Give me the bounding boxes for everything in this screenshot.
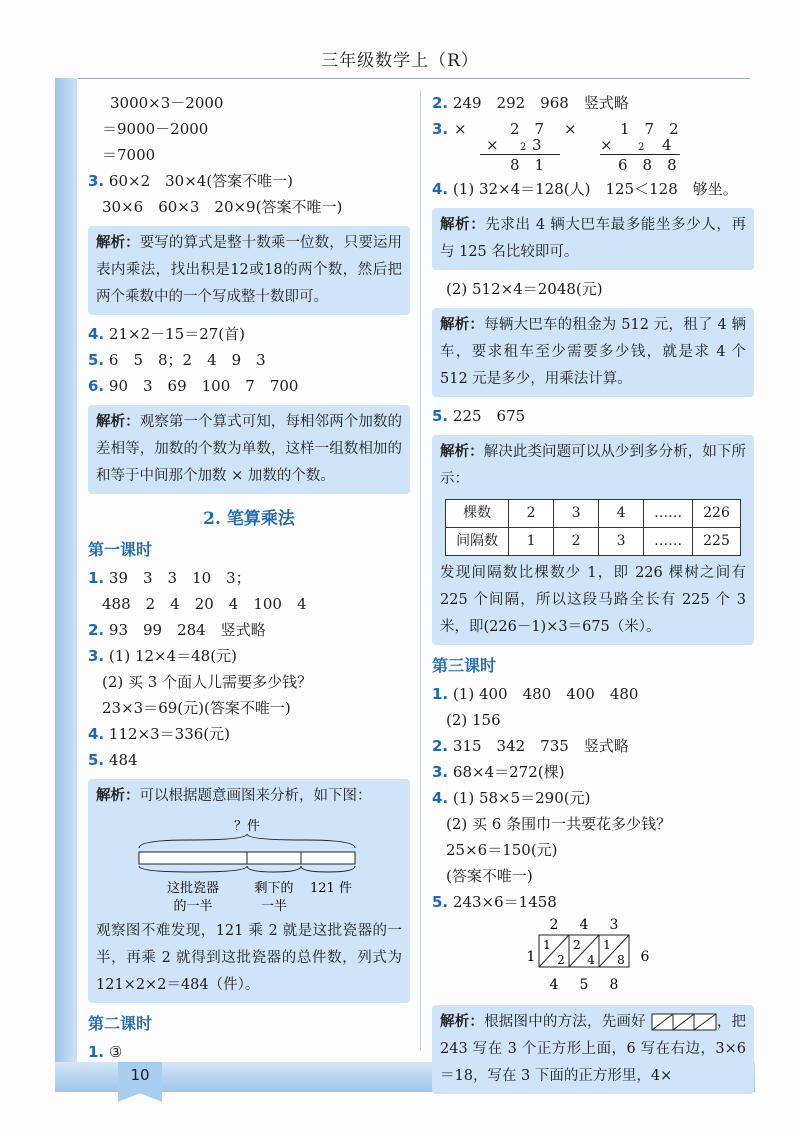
analysis-box (88, 226, 410, 315)
lattice-bottom-digit: 5 (579, 977, 589, 993)
table-cell: …… (644, 500, 693, 528)
question-4 (432, 785, 754, 811)
table-cell: 2 (554, 528, 599, 556)
table-cell: 间隔数 (446, 528, 509, 556)
diagram-brace-b (247, 866, 301, 872)
vertical-bottom: 4 (662, 136, 672, 154)
lattice-top-digit: 4 (579, 917, 589, 933)
question-number: 1. (88, 1043, 105, 1061)
answer-text: 243×6＝1458 (452, 893, 557, 911)
answer-line: 30×6 60×3 20×9(答案不唯一) (102, 198, 343, 216)
question-1 (88, 1039, 410, 1065)
analysis-text: 根据图中的方法，先画好 (484, 1014, 646, 1030)
answer-text: 6 5 8；2 4 9 3 (108, 351, 266, 369)
diagram-total-label: ？件 (233, 819, 261, 834)
answer-text: 68×4＝272(棵) (452, 763, 565, 781)
question-number: 3. (88, 647, 105, 665)
vertical-mult: × (486, 136, 499, 154)
answer-text: 93 99 284 竖式略 (108, 621, 266, 639)
diagram-top-brace (139, 834, 355, 848)
analysis-box (432, 208, 754, 270)
column-divider (420, 90, 421, 1050)
question-3 (88, 643, 410, 669)
lattice-cell-digit: 2 (557, 953, 565, 967)
section-title: 2. 笔算乘法 (203, 509, 295, 529)
page-header: 三年级数学上（R） (321, 51, 479, 71)
vertical-top: 2 7 (510, 120, 545, 138)
question-3 (432, 116, 754, 176)
question-number: 5. (88, 751, 105, 769)
answer-text: 484 (108, 751, 138, 769)
lattice-cell-digit: 8 (617, 953, 625, 967)
wrong-mark: × (564, 120, 577, 138)
table-cell: 3 (554, 500, 599, 528)
diagram-brace-a (139, 866, 247, 872)
lesson-title: 第二课时 (88, 1014, 153, 1033)
vertical-top: 1 7 2 (620, 120, 679, 138)
analysis-text: 每辆大巴车的租金为 512 元，租了 4 辆车，要求租车至少需要多少钱，就是求 4 个 512 元是多少，用乘法计算。 (440, 317, 746, 387)
analysis-label: 解析： (440, 317, 485, 333)
lattice-grid-icon (651, 1013, 717, 1031)
tree-interval-table (445, 499, 741, 556)
calc-line: ＝9000－2000 (102, 120, 209, 138)
analysis-text: 观察第一个算式可知，每相邻两个加数的差相等，加数的个数为单数，这样一组数相加的和等于中间那个加数 × 加数的个数。 (96, 414, 403, 484)
calc-line: ＝7000 (102, 146, 156, 164)
wrong-mark: × (454, 120, 467, 138)
question-number: 3. (432, 763, 449, 781)
analysis-label: 解析： (96, 235, 140, 251)
vertical-result: 8 1 (510, 156, 545, 174)
question-4 (88, 721, 410, 747)
question-5 (88, 747, 410, 773)
table-cell: 225 (693, 528, 741, 556)
answer-text: 249 292 968 竖式略 (452, 94, 629, 112)
question-number: 1. (88, 569, 105, 587)
question-number: 2. (432, 737, 449, 755)
question-number: 5. (88, 351, 105, 369)
question-number: 3. (432, 120, 449, 138)
question-3 (432, 759, 754, 785)
lesson-title: 第一课时 (88, 540, 153, 559)
diagram-label-a1: 这批瓷器 (166, 881, 220, 896)
table-row (446, 528, 741, 556)
question-5 (432, 403, 754, 429)
question-number: 2. (88, 621, 105, 639)
answer-text: 315 342 735 竖式略 (452, 737, 629, 755)
table-cell: 棵数 (446, 500, 509, 528)
lattice-bottom-digit: 8 (609, 977, 619, 993)
answer-text: 112×3＝336(元) (108, 725, 230, 743)
question-number: 4. (432, 789, 449, 807)
vertical-carry: 2 (638, 142, 645, 153)
analysis-label: 解析： (440, 217, 486, 233)
lattice-cell-digit: 1 (603, 938, 611, 952)
vertical-carry: 2 (520, 142, 527, 153)
diagram-label-a2: 的一半 (173, 899, 213, 914)
answer-text: ③ (108, 1043, 123, 1061)
question-1 (88, 565, 410, 591)
diagram-label-b2: 一半 (260, 899, 288, 914)
answer-text: (1) 12×4＝48(元) (108, 647, 237, 665)
question-5 (88, 347, 410, 373)
analysis-label: 解析： (440, 1014, 485, 1030)
analysis-text: ，把 243 写在 3 个正方形上面，6 写在右边，3×6＝18，写在 3 下面的正方形里，4× (440, 1014, 747, 1084)
vertical-calc (592, 118, 682, 174)
answer-line: (2) 买 3 个面人儿需要多少钱？ (102, 673, 313, 691)
answer-line: (2) 买 6 条围巾一共要花多少钱？ (446, 815, 672, 833)
answer-text: (1) 400 480 400 480 (452, 685, 639, 703)
question-6 (88, 373, 410, 399)
lattice-right-digit: 6 (640, 949, 650, 965)
answer-line: 488 2 4 20 4 100 4 (102, 595, 307, 613)
table-row (446, 500, 741, 528)
question-4 (88, 321, 410, 347)
answer-text: 225 675 (452, 407, 526, 425)
question-2 (88, 617, 410, 643)
diagram-label-c: 121 件 (310, 881, 352, 896)
lattice-multiplication (513, 915, 673, 999)
table-cell: 1 (509, 528, 554, 556)
table-cell: 2 (509, 500, 554, 528)
lattice-cell-digit: 2 (573, 938, 581, 952)
lattice-top-digit: 2 (549, 917, 559, 933)
analysis-label: 解析： (96, 788, 140, 804)
analysis-box (88, 405, 410, 494)
page-edge-left (55, 78, 77, 1078)
question-5 (432, 889, 754, 915)
table-cell: 3 (599, 528, 644, 556)
answer-text: 39 3 3 10 3； (108, 569, 251, 587)
analysis-box (432, 308, 754, 397)
question-number: 1. (432, 685, 449, 703)
lattice-left-digit: 1 (526, 949, 536, 965)
question-2 (432, 90, 754, 116)
question-1 (432, 681, 754, 707)
question-number: 5. (432, 407, 449, 425)
analysis-text: 发现间隔数比棵数少 1，即 226 棵树之间有 225 个间隔，所以这段马路全长有 225 个 3 米，即(226－1)×3＝675（米）。 (440, 565, 746, 635)
analysis-box (432, 1005, 754, 1094)
answer-text: 21×2－15＝27(首) (108, 325, 245, 343)
segment-diagram (99, 814, 399, 914)
lattice-cell-digit: 1 (543, 938, 551, 952)
page-number: 10 (130, 1066, 150, 1084)
question-4 (432, 176, 754, 202)
left-column (88, 90, 410, 1065)
question-number: 4. (432, 180, 449, 198)
lattice-top-digit: 3 (609, 917, 619, 933)
analysis-label: 解析： (96, 414, 140, 430)
lattice-bottom-digit: 4 (549, 977, 559, 993)
question-3 (88, 168, 410, 194)
question-2 (432, 733, 754, 759)
analysis-text: 观察图不难发现，121 乘 2 就是这批瓷器的一半，再乘 2 就得到这批瓷器的总件数，列式为 121×2×2＝484（件）。 (96, 923, 402, 993)
answer-line: (答案不唯一) (446, 867, 533, 885)
analysis-box (432, 435, 754, 645)
analysis-text: 解决此类问题可以从少到多分析，如下所示： (440, 444, 747, 487)
table-cell: …… (644, 528, 693, 556)
header-rule (78, 78, 750, 79)
analysis-text: 要写的算式是整十数乘一位数，只要运用表内乘法，找出积是12或18的两个数，然后把两个乘数中的一个写成整十数即可。 (96, 235, 403, 305)
question-number: 6. (88, 377, 105, 395)
answer-text: (1) 32×4＝128(人) 125＜128 够坐。 (452, 180, 738, 198)
diagram-label-b1: 剩下的 (254, 881, 294, 896)
analysis-text: 先求出 4 辆大巴车最多能坐多少人，再与 125 名比较即可。 (440, 217, 746, 260)
question-number: 3. (88, 172, 105, 190)
vertical-mult: × (600, 136, 613, 154)
vertical-bottom: 3 (532, 136, 542, 154)
table-cell: 4 (599, 500, 644, 528)
vertical-calc (472, 118, 562, 174)
question-number: 2. (432, 94, 449, 112)
question-number: 4. (88, 725, 105, 743)
vertical-result: 6 8 8 (618, 156, 677, 174)
question-number: 5. (432, 893, 449, 911)
lesson-title: 第三课时 (432, 656, 497, 675)
analysis-box (88, 779, 410, 1003)
question-number: 4. (88, 325, 105, 343)
answer-text: 90 3 69 100 7 700 (108, 377, 299, 395)
analysis-text: 可以根据题意画图来分析，如下图： (139, 788, 372, 804)
answer-text: 60×2 30×4(答案不唯一) (108, 172, 294, 190)
table-cell: 226 (693, 500, 741, 528)
analysis-label: 解析： (440, 444, 484, 460)
calc-line: 3000×3－2000 (110, 94, 224, 112)
answer-line: (2) 512×4＝2048(元) (446, 280, 603, 298)
answer-line: (2) 156 (446, 711, 501, 729)
lattice-cell-digit: 4 (587, 953, 595, 967)
answer-line: 25×6＝150(元) (446, 841, 558, 859)
right-column (432, 90, 754, 1100)
answer-line: 23×3＝69(元)(答案不唯一) (102, 699, 291, 717)
diagram-brace-c (301, 866, 355, 872)
answer-text: (1) 58×5＝290(元) (452, 789, 591, 807)
